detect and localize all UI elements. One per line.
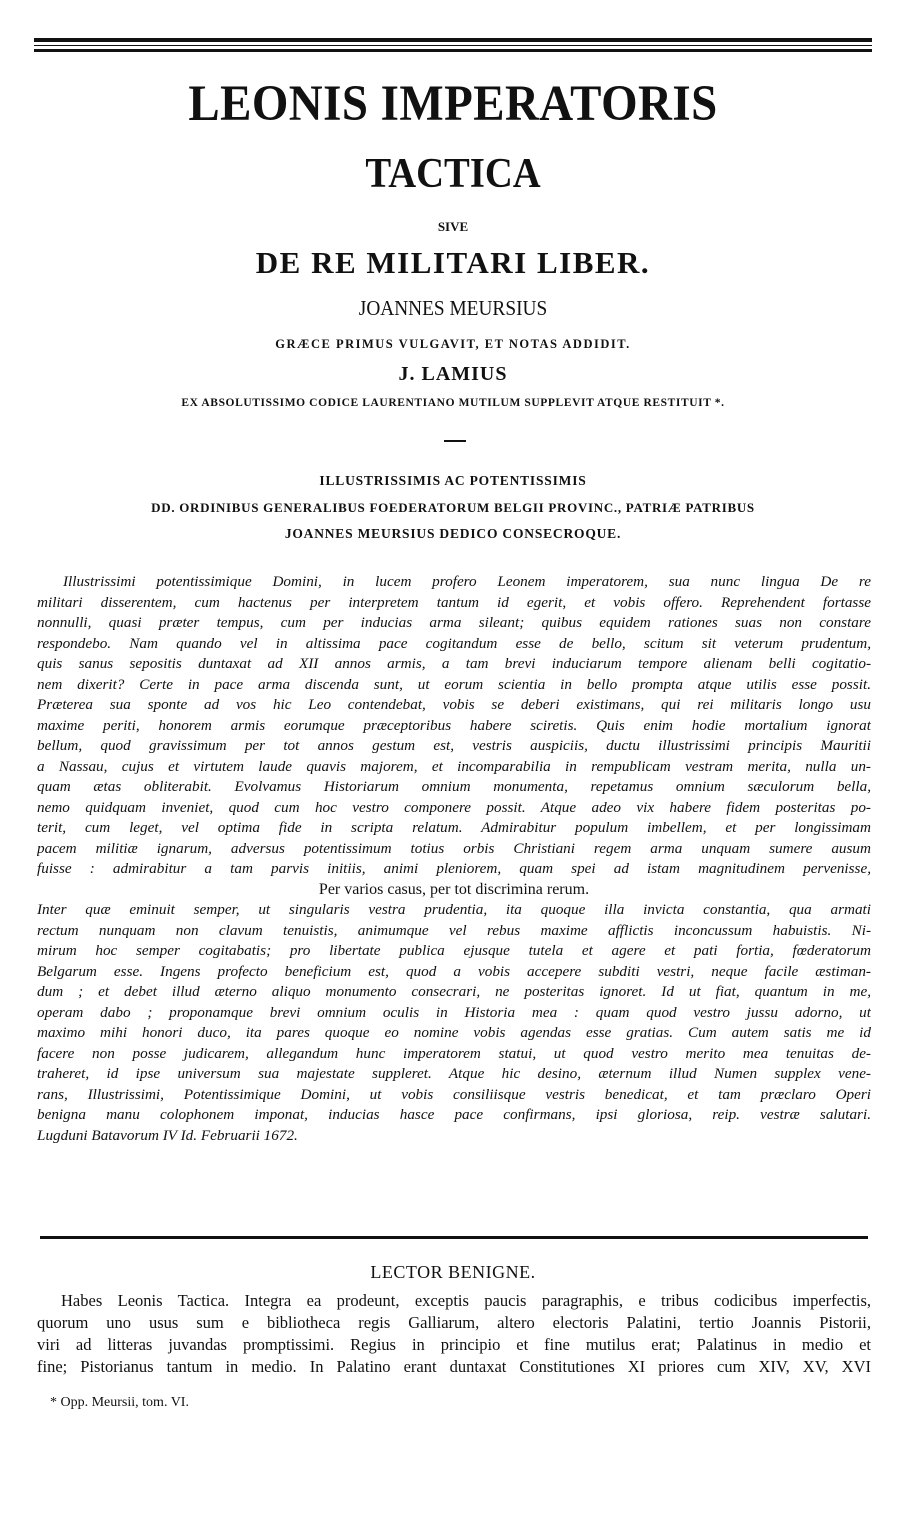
letter-line: a Nassau, cujus et virtutem laude quavis majorem, et incomparabilia in rempublicam vestram merita, nulla un- — [37, 757, 871, 775]
footnote: * Opp. Meursii, tom. VI. — [50, 1395, 189, 1410]
letter-line: bellum, quod gravissimum per tot annos gestum est, vestris auspiciis, ductu illustrissimi principis Mauritii — [37, 737, 871, 754]
editor-first-name: JOANNES MEURSIUS — [358, 296, 548, 320]
title-line-1: LEONIS IMPERATORIS — [188, 76, 718, 132]
dedication-line-3: JOANNES MEURSIUS DEDICO CONSECROQUE. — [284, 526, 622, 541]
letter-line: quis sanus sepositis duntaxat ad XII annos armis, a tam brevi induciarum tempore alienam belli cogitatio- — [37, 655, 871, 672]
section-dash — [444, 440, 466, 442]
lector-line: fine; Pistorianus tantum in medio. In Palatino erant duntaxat Constitutiones XI priores cum XIV, XV, XVI — [37, 1357, 871, 1376]
letter-line: quam ætas obliterabit. Evolvamus Historiarum omnium monumenta, repetamus omnium sæculorum bella, — [37, 778, 871, 795]
letter-line: facere non posse judicarem, allegandum hunc imperatorem statui, ut quod vestro merito mea tenuitas de- — [37, 1044, 871, 1062]
letter-line: maxime periti, honorem armis eorumque præceptoribus habere sciretis. Quis enim hodie mortalium ignorat — [37, 716, 871, 734]
letter-line: mirum hoc semper cogitabatis; pro libertate publica ejusque tutela et agere et pati fortia, fœderatorum — [37, 942, 871, 959]
editor-second-note: EX ABSOLUTISSIMO CODICE LAURENTIANO MUTILUM SUPPLEVIT ATQUE RESTITUIT *. — [181, 397, 725, 409]
letter-line: pacem militiæ ignarum, adversus potentissimum totius orbis Christiani regem arma unquam sumere ausum — [37, 839, 871, 857]
letter-line: traheret, id ipse universum sua majestate suppleret. Atque hic desino, æternum illud Numen supplex vene- — [37, 1065, 871, 1082]
letter-line: benigna manu colophonem imponat, inducias hasce pace confirmans, ipsi gloriosa, reip. vestræ salutari. — [37, 1106, 871, 1123]
letter-line: Illustrissimi potentissimique Domini, in lucem profero Leonem imperatorem, sua nunc lingua De re — [63, 573, 871, 590]
letter-verse-quote: Per varios casus, per tot discrimina rerum. — [318, 880, 590, 898]
lector-line: quorum uno usus sum e bibliotheca regis Galliarum, altero electoris Palatini, tertio Joannis Pistorii, — [37, 1313, 871, 1332]
dedication-line-1: ILLUSTRISSIMIS AC POTENTISSIMIS — [319, 473, 587, 488]
letter-line: operam dabo ; proponamque brevi omnium oculis in Historia mea : quam quod vestro jussu adorno, ut — [37, 1003, 871, 1021]
editor-second-name: J. LAMIUS — [398, 363, 508, 385]
title-line-4: DE RE MILITARI LIBER. — [255, 245, 651, 280]
letter-line: nem dixerit? Certe in pace arma discenda sunt, ut eorum scientia in bello prompta atque utilis esse possit. — [37, 675, 871, 693]
letter-line: nemo quidquam inveniet, quod cum hoc vestro componere possit. Atque adeo vix habere fidem posteritas po- — [37, 798, 871, 816]
lector-heading: LECTOR BENIGNE. — [370, 1262, 536, 1282]
letter-line: respondebo. Nam quando vel in altissima pace cogitandum esse de bello, scitum sit veterum prudentum, — [37, 634, 871, 652]
title-line-3: SIVE — [437, 219, 469, 234]
letter-line: Præterea sua sponte ad vos hic Leo contendebat, vobis se deberi existimans, qui rei militaris longo usu — [37, 696, 871, 713]
letter-line: terit, cum leget, vel optima fide in scripta relatum. Admirabitur populum imbellem, et per longissimam — [37, 819, 871, 836]
lector-line: Habes Leonis Tactica. Integra ea prodeunt, exceptis paucis paragraphis, e tribus codicibus imperfectis, — [61, 1291, 871, 1310]
letter-dateline: Lugduni Batavorum IV Id. Februarii 1672. — [37, 1126, 298, 1144]
top-double-rule — [34, 38, 872, 52]
editor-first-note: GRÆCE PRIMUS VULGAVIT, ET NOTAS ADDIDIT. — [275, 337, 631, 351]
dedicatory-letter — [37, 572, 871, 1146]
letter-line: rectum nunquam non clavum tenuistis, animumque vel rebus maxime afflictis inconcussum habuistis. Ni- — [37, 921, 871, 939]
letter-line: Inter quæ eminuit semper, ut singularis vestra prudentia, ita quoque illa invicta constantia, qua armati — [37, 901, 871, 918]
letter-line: Belgarum esse. Ingens profecto beneficium est, quod a vobis accepere subditi vestri, neque facile æstiman- — [37, 962, 871, 980]
lector-line: viri ad litteras juvandas promptissimi. Regius in principio et fine mutilus erat; Palatinus in medio et — [37, 1335, 871, 1354]
letter-line: fuisse : admirabitur a tam parvis initiis, animi pleniorem, quam spei ad istam magnitudinem pervenisse, — [37, 860, 871, 877]
letter-line: nonnulli, quasi præter tempus, cum per inducias arma sileant; quibus equidem rationes suas non constare — [37, 614, 871, 631]
letter-line: rans, Illustrissimi, Potentissimique Domini, ut vobis consiliisque vestris benedicat, et tam præclaro Operi — [37, 1085, 871, 1103]
section-rule — [40, 1236, 868, 1239]
letter-line: dum ; et debet illud æterno aliquo monumento consecrari, ne posteritas ignoret. Id ut fiat, quantum in me, — [37, 983, 871, 1000]
letter-line: maximo mihi honori duco, ita pares quoque eo nomine vobis agendas esse gratias. Cum autem satis me id — [37, 1024, 871, 1041]
title-line-2: TACTICA — [365, 151, 541, 197]
letter-line: militari disserentem, cum hactenus per interpretem tantum id egerit, et vobis offero. Reprehendent fortasse — [37, 593, 871, 611]
dedication-line-2: DD. ORDINIBUS GENERALIBUS FOEDERATORUM BELGII PROVINC., PATRIÆ PATRIBUS — [151, 500, 755, 515]
lector-paragraph — [37, 1290, 871, 1378]
